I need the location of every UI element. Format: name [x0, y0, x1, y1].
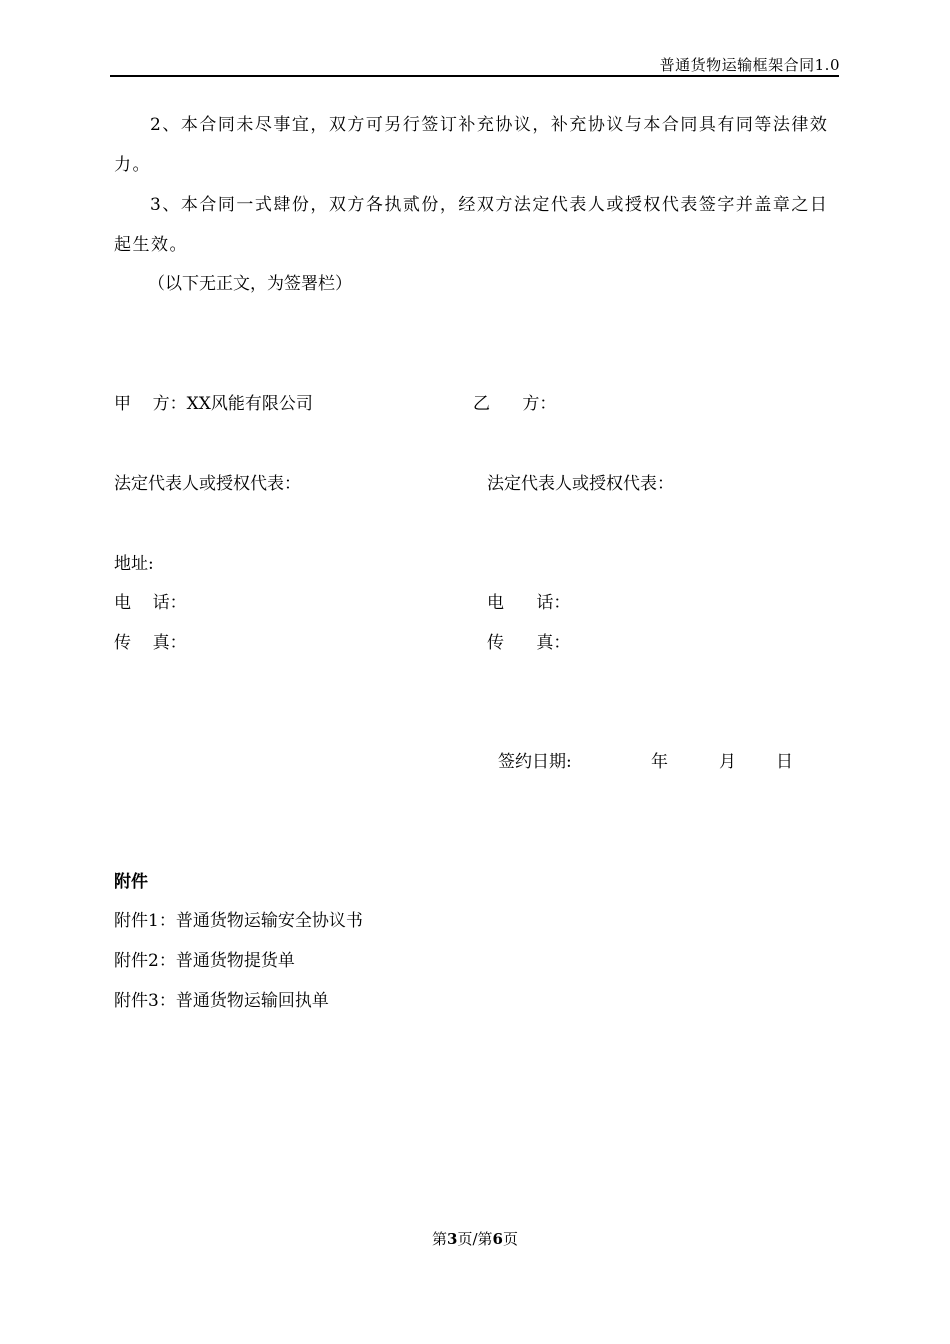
no-body-note: （以下无正文，为签署栏） [148, 274, 352, 294]
footer-prefix: 第 [432, 1230, 448, 1248]
party-a-fax: 传 真： [114, 633, 187, 653]
signing-date-year: 年 [651, 752, 668, 772]
header-rule [110, 75, 839, 77]
attachment-item-1: 附件1：普通货物运输安全协议书 [114, 911, 363, 931]
footer-suffix: 页 [502, 1230, 518, 1248]
party-a-address: 地址: [114, 554, 154, 574]
party-b-name: 乙 方： [473, 394, 557, 414]
attachment-item-3: 附件3：普通货物运输回执单 [114, 991, 329, 1011]
signing-date-day: 日 [776, 752, 793, 772]
footer-middle: 页/第 [457, 1230, 493, 1248]
header-title: 普通货物运输框架合同1.0 [659, 56, 840, 74]
party-b-fax: 传 真： [487, 633, 571, 653]
attachments-heading: 附件 [114, 872, 148, 892]
clause-2: 2、本合同未尽事宜，双方可另行签订补充协议，补充协议与本合同具有同等法律效力。 [114, 115, 829, 175]
party-b-phone: 电 话： [487, 593, 571, 613]
party-a-phone: 电 话： [114, 593, 187, 613]
signing-date-label: 签约日期: [498, 752, 572, 772]
party-a-name: 甲 方：XX风能有限公司 [114, 394, 313, 414]
total-page-number: 6 [492, 1230, 503, 1248]
clause-3: 3、本合同一式肆份，双方各执贰份，经双方法定代表人或授权代表签字并盖章之日起生效。 [114, 195, 829, 255]
current-page-number: 3 [447, 1230, 458, 1248]
page-number-footer [0, 1228, 950, 1249]
signing-date-month: 月 [719, 752, 736, 772]
party-a-representative: 法定代表人或授权代表： [114, 474, 301, 494]
party-b-representative: 法定代表人或授权代表： [487, 474, 674, 494]
attachment-item-2: 附件2：普通货物提货单 [114, 951, 295, 971]
